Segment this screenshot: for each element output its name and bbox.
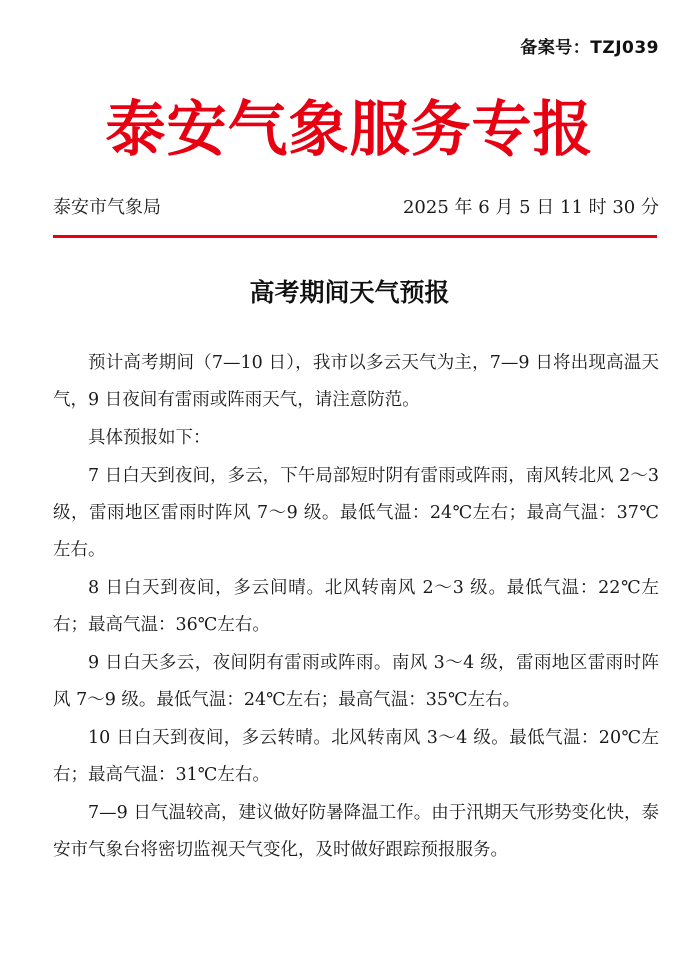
document-title: 高考期间天气预报 bbox=[249, 278, 450, 307]
issue-time: 2025 年 6 月 5 日 11 时 30 分 bbox=[402, 197, 659, 218]
paragraph-day-10: 10 日白天到夜间，多云转晴。北风转南风 3～4 级。最低气温：20℃左右；最高气温：31℃左右。 bbox=[53, 728, 659, 785]
issuer-name: 泰安市气象局 bbox=[53, 197, 161, 218]
paragraph-intro: 具体预报如下： bbox=[88, 428, 211, 448]
masthead-title: 泰安气象服务专报 bbox=[105, 95, 594, 165]
paragraph-overview: 预计高考期间（7—10 日），我市以多云天气为主，7—9 日将出现高温天气，9 日夜间有雷雨或阵雨天气，请注意防范。 bbox=[53, 353, 659, 410]
paragraph-advice: 7—9 日气温较高，建议做好防暑降温工作。由于汛期天气形势变化快，泰安市气象台将密切监视天气变化，及时做好跟踪预报服务。 bbox=[53, 803, 659, 860]
paragraph-day-7: 7 日白天到夜间，多云，下午局部短时阴有雷雨或阵雨，南风转北风 2～3 级，雷雨地区雷雨时阵风 7～9 级。最低气温：24℃左右；最高气温：37℃左右。 bbox=[53, 466, 659, 560]
paragraph-day-8: 8 日白天到夜间，多云间晴。北风转南风 2～3 级。最低气温：22℃左右；最高气温：36℃左右。 bbox=[53, 578, 659, 635]
issuer-row bbox=[53, 195, 659, 221]
body-text bbox=[53, 345, 659, 870]
red-divider bbox=[53, 235, 657, 238]
record-number: 备案号：TZJ039 bbox=[520, 38, 659, 58]
paragraph-day-9: 9 日白天多云，夜间阴有雷雨或阵雨。南风 3～4 级，雷雨地区雷雨时阵风 7～9 级。最低气温：24℃左右；最高气温：35℃左右。 bbox=[53, 653, 659, 710]
